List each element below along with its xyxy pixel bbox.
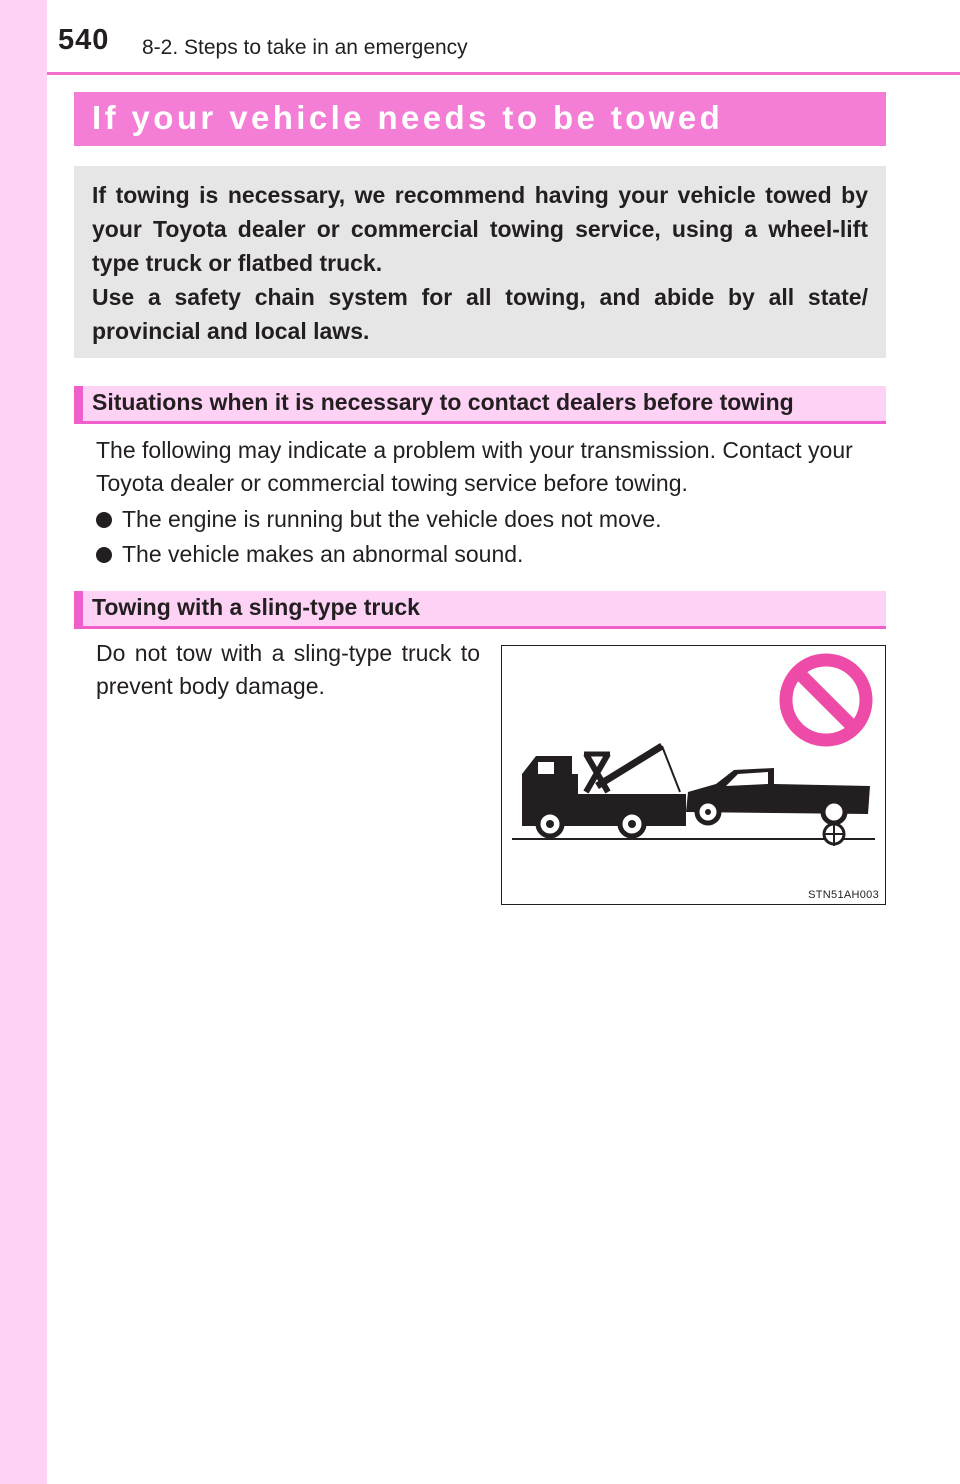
header-rule (47, 72, 960, 75)
bullet-item (96, 503, 662, 536)
figure-code: STN51AH003 (808, 889, 879, 901)
transmission-paragraph: The following may indicate a problem with your transmission. Contact your Toyota dealer or commercial towing service before towing. (96, 437, 853, 496)
subheading-sling-truck (74, 591, 886, 629)
prohibited-icon (786, 660, 866, 740)
page-title: If your vehicle needs to be towed (92, 99, 724, 136)
bullet-text: The engine is running but the vehicle does not move. (122, 506, 662, 532)
bullet-icon (96, 512, 112, 528)
sling-paragraph: Do not tow with a sling-type truck to prevent body damage. (96, 640, 480, 699)
page-number: 540 (58, 24, 110, 56)
intro-paragraph-2: Use a safety chain system for all towing, and abide by all state/ provincial and local laws. (92, 284, 868, 344)
intro-paragraph: If towing is necessary, we recommend having your vehicle towed by your Toyota dealer or commercial towing service, using a wheel-lift type truck or flatbed truck. (92, 182, 868, 276)
sling-tow-drawing (502, 646, 887, 906)
bullet-icon (96, 547, 112, 563)
bullet-item (96, 538, 523, 571)
subheading-label: Situations when it is necessary to contact dealers before towing (92, 389, 794, 415)
subheading-label: Towing with a sling-type truck (92, 594, 420, 620)
towed-pickup-icon (686, 768, 870, 846)
intro-box (74, 166, 886, 358)
tow-illustration (501, 645, 886, 905)
subheading-contact-dealers (74, 386, 886, 424)
side-tab-strip (0, 0, 47, 1484)
section-path: 8-2. Steps to take in an emergency (142, 36, 468, 59)
title-banner (74, 92, 886, 146)
bullet-text: The vehicle makes an abnormal sound. (122, 541, 524, 567)
